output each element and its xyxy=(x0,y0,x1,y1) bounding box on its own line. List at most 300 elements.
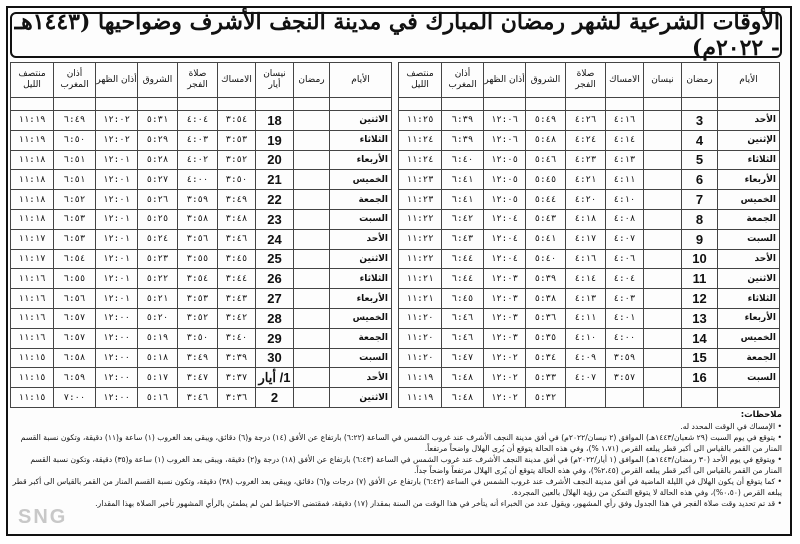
sunrise-cell: ٥:٤٦ xyxy=(526,150,566,170)
month-cell xyxy=(644,170,682,190)
dhuhr-cell: ١٢:٠٠ xyxy=(96,308,138,328)
dhuhr-cell: ١٢:٠٤ xyxy=(484,209,526,229)
fajr-cell: ٤:٠٤ xyxy=(178,111,218,131)
table-row xyxy=(11,170,392,190)
dhuhr-cell: ١٢:٠٥ xyxy=(484,170,526,190)
day-cell: الأربعاء xyxy=(330,150,392,170)
dhuhr-cell: ١٢:٠١ xyxy=(96,190,138,210)
maghrib-cell: ٦:٤٤ xyxy=(442,269,484,289)
ramadan-cell: 8 xyxy=(682,209,718,229)
month-cell: 19 xyxy=(256,130,294,150)
imsak-cell: ٤:١٤ xyxy=(606,130,644,150)
imsak-cell: ٣:٤٦ xyxy=(218,229,256,249)
maghrib-cell: ٦:٤٨ xyxy=(442,388,484,408)
month-cell: 28 xyxy=(256,308,294,328)
day-cell: الأحد xyxy=(330,229,392,249)
blank-row xyxy=(399,98,780,111)
month-cell xyxy=(644,348,682,368)
dhuhr-cell: ١٢:٠٣ xyxy=(484,328,526,348)
fajr-cell xyxy=(566,388,606,408)
imsak-cell: ٤:٠٧ xyxy=(606,229,644,249)
prayer-times-table-left xyxy=(10,62,392,408)
sunrise-cell: ٥:٣٣ xyxy=(526,368,566,388)
month-cell: 1/ أيار xyxy=(256,368,294,388)
sunrise-cell: ٥:٢٦ xyxy=(138,190,178,210)
day-cell: الأربعاء xyxy=(330,289,392,309)
sunrise-cell: ٥:٤٨ xyxy=(526,130,566,150)
dhuhr-cell: ١٢:٠١ xyxy=(96,269,138,289)
dhuhr-cell: ١٢:٠٠ xyxy=(96,388,138,408)
imsak-cell: ٣:٤٤ xyxy=(218,269,256,289)
sunrise-cell: ٥:٣٦ xyxy=(526,308,566,328)
table-row xyxy=(399,328,780,348)
ramadan-cell xyxy=(294,348,330,368)
maghrib-cell: ٦:٣٩ xyxy=(442,130,484,150)
header-sunrise: الشروق xyxy=(138,63,178,98)
ramadan-cell xyxy=(294,328,330,348)
midnight-cell: ١١:٢٢ xyxy=(399,229,442,249)
midnight-cell: ١١:٢١ xyxy=(399,289,442,309)
day-cell: الخميس xyxy=(330,170,392,190)
table-row xyxy=(399,229,780,249)
ramadan-cell: 3 xyxy=(682,111,718,131)
table-row xyxy=(11,289,392,309)
ramadan-cell xyxy=(682,388,718,408)
imsak-cell: ٣:٥٠ xyxy=(218,170,256,190)
sunrise-cell: ٥:٤١ xyxy=(526,229,566,249)
dhuhr-cell: ١٢:٠٢ xyxy=(96,130,138,150)
note-line: • ويتوقع في يوم الأحد (٣٠ رمضان/١٤٤٣هـ) الموافق (١ أيار/٢٠٢٢م) في أفق مدينة النجف الأشرف عند غروب الشمس في الساعة (٦:٤٣) بارتفاع عن الأفق (١٨) درجة و(٢) دقيقة، ويبقى بعد الغروب (١) ساعة و(٣٥) دقيقة، وتكون نسبة القسم المنار من القمر بالقياس الى أكبر قطر يبلغه القرص (٢،٤٥%)، وفي هذه الحالة يتوقع أن يُرى الهلال مرتفعاً واضحاً جداً. xyxy=(30,455,782,475)
maghrib-cell: ٦:٥٩ xyxy=(54,368,96,388)
day-cell xyxy=(718,388,780,408)
imsak-cell: ٣:٤٠ xyxy=(218,328,256,348)
notes-lines xyxy=(12,421,782,509)
sunrise-cell: ٥:٣٥ xyxy=(526,328,566,348)
fajr-cell: ٤:١٠ xyxy=(566,328,606,348)
maghrib-cell: ٧:٠٠ xyxy=(54,388,96,408)
table-row xyxy=(399,190,780,210)
dhuhr-cell: ١٢:٠٦ xyxy=(484,130,526,150)
imsak-cell: ٣:٤٥ xyxy=(218,249,256,269)
day-cell: الأحد xyxy=(330,368,392,388)
table-row xyxy=(11,111,392,131)
maghrib-cell: ٦:٥١ xyxy=(54,150,96,170)
header-imsak: الامساك xyxy=(218,63,256,98)
maghrib-cell: ٦:٤٨ xyxy=(442,368,484,388)
midnight-cell: ١١:٢٢ xyxy=(399,209,442,229)
sunrise-cell: ٥:٢٧ xyxy=(138,170,178,190)
dhuhr-cell: ١٢:٠٤ xyxy=(484,249,526,269)
dhuhr-cell: ١٢:٠٤ xyxy=(484,229,526,249)
notes-section xyxy=(12,410,782,532)
blank-row xyxy=(11,98,392,111)
imsak-cell: ٤:٠٨ xyxy=(606,209,644,229)
imsak-cell: ٤:١٦ xyxy=(606,111,644,131)
header-midnight: منتصف الليل xyxy=(11,63,54,98)
table-row xyxy=(11,190,392,210)
month-cell xyxy=(644,249,682,269)
month-cell: 18 xyxy=(256,111,294,131)
midnight-cell: ١١:١٨ xyxy=(11,209,54,229)
maghrib-cell: ٦:٥٣ xyxy=(54,229,96,249)
imsak-cell: ٤:٠٤ xyxy=(606,269,644,289)
sunrise-cell: ٥:٣٢ xyxy=(526,388,566,408)
month-cell xyxy=(644,388,682,408)
maghrib-cell: ٦:٥٣ xyxy=(54,209,96,229)
month-cell xyxy=(644,368,682,388)
maghrib-cell: ٦:٣٩ xyxy=(442,111,484,131)
maghrib-cell: ٦:٥٦ xyxy=(54,289,96,309)
midnight-cell: ١١:١٥ xyxy=(11,348,54,368)
day-cell: الجمعة xyxy=(718,348,780,368)
day-cell: الثلاثاء xyxy=(330,269,392,289)
maghrib-cell: ٦:٤٦ xyxy=(442,328,484,348)
table-row xyxy=(11,249,392,269)
day-cell: الجمعة xyxy=(330,190,392,210)
day-cell: الخميس xyxy=(718,190,780,210)
dhuhr-cell: ١٢:٠٣ xyxy=(484,308,526,328)
sunrise-cell: ٥:٢٢ xyxy=(138,269,178,289)
fajr-cell: ٤:٠٩ xyxy=(566,348,606,368)
dhuhr-cell: ١٢:٠٢ xyxy=(96,111,138,131)
maghrib-cell: ٦:٥٧ xyxy=(54,328,96,348)
sunrise-cell: ٥:٣٨ xyxy=(526,289,566,309)
fajr-cell: ٣:٥٨ xyxy=(178,209,218,229)
fajr-cell: ٣:٥٣ xyxy=(178,289,218,309)
day-cell: السبت xyxy=(718,368,780,388)
ramadan-cell xyxy=(294,308,330,328)
day-cell: الأربعاء xyxy=(718,170,780,190)
ramadan-cell: 16 xyxy=(682,368,718,388)
maghrib-cell: ٦:٤٠ xyxy=(442,150,484,170)
day-cell: السبت xyxy=(330,348,392,368)
imsak-cell: ٣:٥٧ xyxy=(606,368,644,388)
maghrib-cell: ٦:٥٠ xyxy=(54,130,96,150)
imsak-cell: ٤:١٣ xyxy=(606,150,644,170)
notes-heading: ملاحظات: xyxy=(740,410,782,420)
fajr-cell: ٣:٥٢ xyxy=(178,308,218,328)
dhuhr-cell: ١٢:٠٠ xyxy=(96,328,138,348)
ramadan-cell xyxy=(294,190,330,210)
header-fajr: صلاة الفجر xyxy=(178,63,218,98)
fajr-cell: ٤:٠٠ xyxy=(178,170,218,190)
maghrib-cell: ٦:٥٢ xyxy=(54,190,96,210)
sunrise-cell: ٥:٤٣ xyxy=(526,209,566,229)
sunrise-cell: ٥:٢٠ xyxy=(138,308,178,328)
month-cell xyxy=(644,289,682,309)
sunrise-cell: ٥:١٧ xyxy=(138,368,178,388)
month-cell: 2 xyxy=(256,388,294,408)
day-cell: الاثنين xyxy=(330,388,392,408)
note-line: • يتوقع في يوم السبت (٢٩ شعبان/١٤٤٣هـ) الموافق (٢ نيسان/٢٠٢٢م) في أفق مدينة النجف الأشرف عند غروب الشمس في الساعة (٦:٢٢) بارتفاع عن الأفق (١٤) درجة و(٦) دقائق، ويبقى بعد الغروب (١) ساعة و(١١) دقيقة، وتكون نسبة القسم المنار من القمر بالقياس الى أكبر قطر يبلغه القرص (١،٧١ %)، وفي هذه الحالة يتوقع أن يُرى الهلال واضحاً مرتفعاً. xyxy=(20,433,782,453)
dhuhr-cell: ١٢:٠٠ xyxy=(96,348,138,368)
note-line: • الإمساك في الوقت المحدد له. xyxy=(680,422,782,431)
maghrib-cell: ٦:٤٦ xyxy=(442,308,484,328)
dhuhr-cell: ١٢:٠٣ xyxy=(484,269,526,289)
midnight-cell: ١١:١٥ xyxy=(11,368,54,388)
dhuhr-cell: ١٢:٠٠ xyxy=(96,368,138,388)
imsak-cell: ٣:٤٨ xyxy=(218,209,256,229)
header-sunrise: الشروق xyxy=(526,63,566,98)
month-cell xyxy=(644,229,682,249)
fajr-cell: ٣:٥٥ xyxy=(178,249,218,269)
ramadan-cell: 10 xyxy=(682,249,718,269)
imsak-cell: ٣:٤٢ xyxy=(218,308,256,328)
imsak-cell: ٣:٥٩ xyxy=(606,348,644,368)
fajr-cell: ٤:٢٠ xyxy=(566,190,606,210)
maghrib-cell: ٦:٤١ xyxy=(442,190,484,210)
sunrise-cell: ٥:١٦ xyxy=(138,388,178,408)
fajr-cell: ٣:٥٠ xyxy=(178,328,218,348)
midnight-cell: ١١:١٦ xyxy=(11,269,54,289)
header-ramadan: رمضان xyxy=(294,63,330,98)
midnight-cell: ١١:٢٠ xyxy=(399,308,442,328)
note-line: • قد تم تحديد وقت صلاة الفجر في هذا الجدول وفق رأي المشهور، ويقول عدد من الخبراء أنه يتأخر في هذا الوقت من السنة بمقدار (١٧) دقيقة، فمقتضى الاحتياط لمن لم يطمئن بالرأي المشهور تأخير الصلاة بهذا المقدار. xyxy=(95,499,782,508)
fajr-cell: ٤:٢١ xyxy=(566,170,606,190)
dhuhr-cell: ١٢:٠٣ xyxy=(484,289,526,309)
table-row xyxy=(399,289,780,309)
day-cell: الثلاثاء xyxy=(330,130,392,150)
month-cell: 29 xyxy=(256,328,294,348)
ramadan-cell: 6 xyxy=(682,170,718,190)
imsak-cell: ٤:١٠ xyxy=(606,190,644,210)
month-cell xyxy=(644,150,682,170)
table-row xyxy=(11,368,392,388)
sunrise-cell: ٥:٣٤ xyxy=(526,348,566,368)
fajr-cell: ٤:١٣ xyxy=(566,289,606,309)
fajr-cell: ٤:٠٢ xyxy=(178,150,218,170)
dhuhr-cell: ١٢:٠٥ xyxy=(484,150,526,170)
maghrib-cell: ٦:٤٧ xyxy=(442,348,484,368)
midnight-cell: ١١:١٥ xyxy=(11,388,54,408)
midnight-cell: ١١:٢٥ xyxy=(399,111,442,131)
midnight-cell: ١١:٢٣ xyxy=(399,170,442,190)
table-row xyxy=(11,229,392,249)
imsak-cell: ٤:٠٣ xyxy=(606,289,644,309)
header-maghrib: أذان المغرب xyxy=(54,63,96,98)
month-cell: 20 xyxy=(256,150,294,170)
midnight-cell: ١١:٢١ xyxy=(399,269,442,289)
table-row xyxy=(11,209,392,229)
month-cell: 25 xyxy=(256,249,294,269)
header-dhuhr: أذان الظهر xyxy=(96,63,138,98)
day-cell: الاثنين xyxy=(330,111,392,131)
fajr-cell: ٤:١٤ xyxy=(566,269,606,289)
dhuhr-cell: ١٢:٠١ xyxy=(96,209,138,229)
midnight-cell: ١١:١٨ xyxy=(11,190,54,210)
dhuhr-cell: ١٢:٠٥ xyxy=(484,190,526,210)
table-row xyxy=(399,249,780,269)
prayer-times-table-right xyxy=(398,62,780,408)
midnight-cell: ١١:١٨ xyxy=(11,170,54,190)
ramadan-cell xyxy=(294,130,330,150)
table-row xyxy=(399,170,780,190)
midnight-cell: ١١:١٧ xyxy=(11,229,54,249)
day-cell: الاثنين xyxy=(718,269,780,289)
sunrise-cell: ٥:١٨ xyxy=(138,348,178,368)
day-cell: الثلاثاء xyxy=(718,289,780,309)
sunrise-cell: ٥:٢٥ xyxy=(138,209,178,229)
fajr-cell: ٣:٥٩ xyxy=(178,190,218,210)
ramadan-cell xyxy=(294,368,330,388)
sunrise-cell: ٥:٣٩ xyxy=(526,269,566,289)
midnight-cell: ١١:١٦ xyxy=(11,289,54,309)
midnight-cell: ١١:٢٤ xyxy=(399,150,442,170)
midnight-cell: ١١:١٩ xyxy=(399,388,442,408)
dhuhr-cell: ١٢:٠١ xyxy=(96,170,138,190)
imsak-cell: ٣:٣٧ xyxy=(218,368,256,388)
ramadan-cell xyxy=(294,170,330,190)
sunrise-cell: ٥:٣١ xyxy=(138,111,178,131)
day-cell: الخميس xyxy=(330,308,392,328)
table-row xyxy=(399,348,780,368)
ramadan-cell: 4 xyxy=(682,130,718,150)
ramadan-cell xyxy=(294,209,330,229)
imsak-cell: ٣:٤٣ xyxy=(218,289,256,309)
month-cell xyxy=(644,269,682,289)
imsak-cell: ٣:٣٩ xyxy=(218,348,256,368)
ramadan-cell xyxy=(294,289,330,309)
dhuhr-cell: ١٢:٠١ xyxy=(96,150,138,170)
imsak-cell: ٣:٥٢ xyxy=(218,150,256,170)
fajr-cell: ٣:٥٤ xyxy=(178,269,218,289)
imsak-cell: ٤:٠٦ xyxy=(606,249,644,269)
dhuhr-cell: ١٢:٠٢ xyxy=(484,348,526,368)
month-cell: 22 xyxy=(256,190,294,210)
sunrise-cell: ٥:٤٠ xyxy=(526,249,566,269)
header-month: نيسان xyxy=(644,63,682,98)
imsak-cell: ٣:٤٩ xyxy=(218,190,256,210)
month-cell xyxy=(644,308,682,328)
sunrise-cell: ٥:٤٩ xyxy=(526,111,566,131)
month-cell xyxy=(644,130,682,150)
sunrise-cell: ٥:٢٩ xyxy=(138,130,178,150)
fajr-cell: ٤:٢٦ xyxy=(566,111,606,131)
midnight-cell: ١١:١٩ xyxy=(399,368,442,388)
ramadan-cell: 15 xyxy=(682,348,718,368)
day-cell: الأحد xyxy=(718,249,780,269)
table-row xyxy=(11,308,392,328)
imsak-cell: ٤:٠٠ xyxy=(606,328,644,348)
month-cell xyxy=(644,190,682,210)
table-header-row xyxy=(399,63,780,98)
maghrib-cell: ٦:٥٤ xyxy=(54,249,96,269)
midnight-cell: ١١:١٩ xyxy=(11,111,54,131)
ramadan-cell: 14 xyxy=(682,328,718,348)
table-row xyxy=(399,150,780,170)
table-row xyxy=(11,150,392,170)
table-row xyxy=(399,130,780,150)
day-cell: السبت xyxy=(718,229,780,249)
imsak-cell: ٣:٣٦ xyxy=(218,388,256,408)
month-cell: 26 xyxy=(256,269,294,289)
month-cell xyxy=(644,328,682,348)
table-row xyxy=(11,269,392,289)
header-maghrib: أذان المغرب xyxy=(442,63,484,98)
header-day: الأيام xyxy=(718,63,780,98)
ramadan-cell: 13 xyxy=(682,308,718,328)
ramadan-cell xyxy=(294,111,330,131)
day-cell: الإثنين xyxy=(718,130,780,150)
sunrise-cell: ٥:٢٣ xyxy=(138,249,178,269)
table-row xyxy=(399,111,780,131)
day-cell: الثلاثاء xyxy=(718,150,780,170)
fajr-cell: ٤:٢٣ xyxy=(566,150,606,170)
maghrib-cell: ٦:٤٥ xyxy=(442,289,484,309)
day-cell: الأحد xyxy=(718,111,780,131)
table-row xyxy=(11,328,392,348)
sunrise-cell: ٥:٢٨ xyxy=(138,150,178,170)
day-cell: الأربعاء xyxy=(718,308,780,328)
header-day: الأيام xyxy=(330,63,392,98)
day-cell: السبت xyxy=(330,209,392,229)
header-imsak: الامساك xyxy=(606,63,644,98)
midnight-cell: ١١:١٩ xyxy=(11,130,54,150)
fajr-cell: ٣:٥٦ xyxy=(178,229,218,249)
table-row xyxy=(11,130,392,150)
midnight-cell: ١١:٢٢ xyxy=(399,249,442,269)
sunrise-cell: ٥:٢٤ xyxy=(138,229,178,249)
ramadan-cell xyxy=(294,229,330,249)
sunrise-cell: ٥:٤٥ xyxy=(526,170,566,190)
table-row xyxy=(399,269,780,289)
maghrib-cell: ٦:٤١ xyxy=(442,170,484,190)
imsak-cell: ٣:٥٤ xyxy=(218,111,256,131)
note-line: • كما يتوقع أن يكون الهلال في الليلة الماضية في أفق مدينة النجف الأشرف عند غروب الشمس في الساعة (٦:٤٢) بارتفاع عن الأفق (٧) درجات و(٦) دقائق، ويبقى بعد الغروب (٣٨) دقيقة، وتكون نسبة القسم المنار من القمر بالقياس الى أكبر قطر يبلغه القرص (٠،٥٠%)، وفي هذه الحالة لا يتوقع التمكن من رؤية الهلال بالعين المجردة. xyxy=(12,477,782,497)
ramadan-cell xyxy=(294,269,330,289)
midnight-cell: ١١:١٦ xyxy=(11,308,54,328)
table-row xyxy=(399,368,780,388)
header-midnight: منتصف الليل xyxy=(399,63,442,98)
ramadan-cell: 12 xyxy=(682,289,718,309)
day-cell: الجمعة xyxy=(718,209,780,229)
month-cell: 23 xyxy=(256,209,294,229)
midnight-cell: ١١:١٨ xyxy=(11,150,54,170)
ramadan-cell xyxy=(294,150,330,170)
imsak-cell: ٤:١١ xyxy=(606,170,644,190)
sunrise-cell: ٥:٤٤ xyxy=(526,190,566,210)
watermark-text: SNG xyxy=(18,506,68,528)
midnight-cell: ١١:٢٣ xyxy=(399,190,442,210)
maghrib-cell: ٦:٤٩ xyxy=(54,111,96,131)
table-header-row xyxy=(11,63,392,98)
header-month: نيسان أيار xyxy=(256,63,294,98)
ramadan-cell xyxy=(294,388,330,408)
header-dhuhr: أذان الظهر xyxy=(484,63,526,98)
day-cell: الخميس xyxy=(718,328,780,348)
ramadan-cell: 9 xyxy=(682,229,718,249)
dhuhr-cell: ١٢:٠١ xyxy=(96,229,138,249)
maghrib-cell: ٦:٤٤ xyxy=(442,249,484,269)
maghrib-cell: ٦:٥٥ xyxy=(54,269,96,289)
fajr-cell: ٤:١٧ xyxy=(566,229,606,249)
maghrib-cell: ٦:٥١ xyxy=(54,170,96,190)
tables-container xyxy=(12,62,780,408)
table-row xyxy=(399,209,780,229)
month-cell: 24 xyxy=(256,229,294,249)
maghrib-cell: ٦:٤٣ xyxy=(442,229,484,249)
fajr-cell: ٤:١١ xyxy=(566,308,606,328)
fajr-cell: ٤:٠٧ xyxy=(566,368,606,388)
maghrib-cell: ٦:٤٢ xyxy=(442,209,484,229)
sunrise-cell: ٥:٢١ xyxy=(138,289,178,309)
maghrib-cell: ٦:٥٨ xyxy=(54,348,96,368)
fajr-cell: ٣:٤٦ xyxy=(178,388,218,408)
midnight-cell: ١١:١٦ xyxy=(11,328,54,348)
table-row xyxy=(11,388,392,408)
maghrib-cell: ٦:٥٧ xyxy=(54,308,96,328)
month-cell xyxy=(644,209,682,229)
